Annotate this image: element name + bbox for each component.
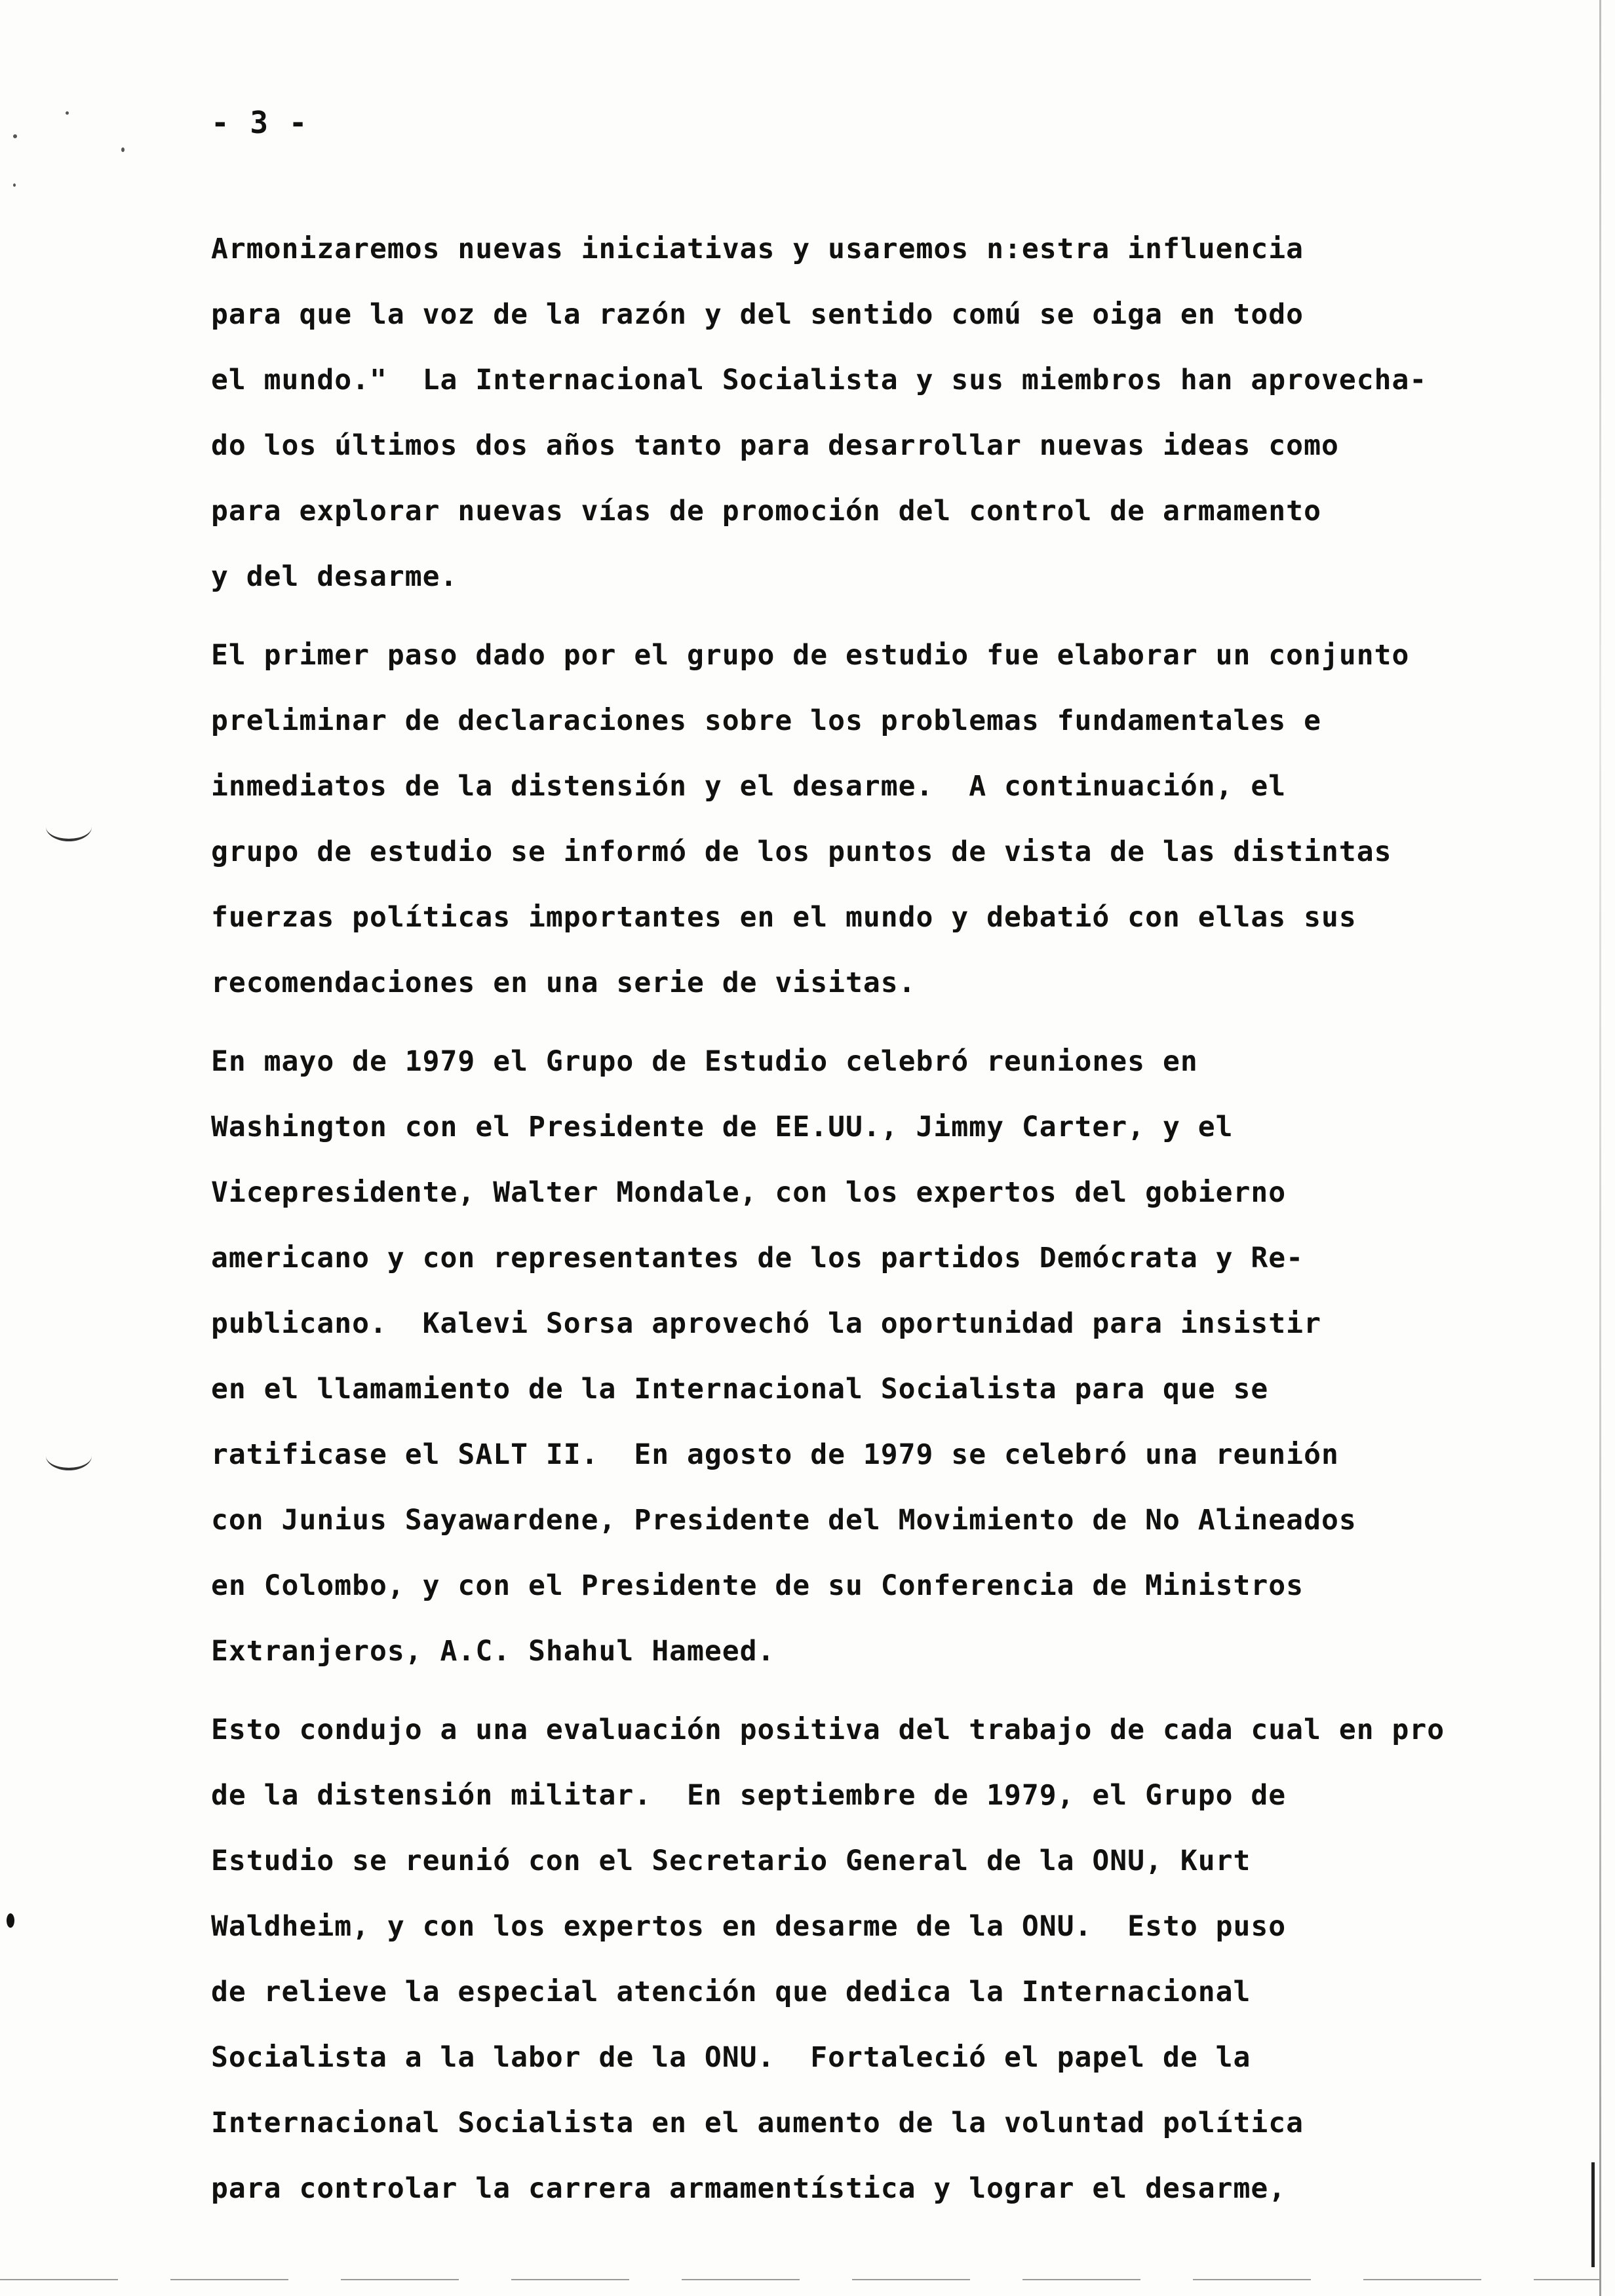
text-line: En mayo de 1979 el Grupo de Estudio celebró reuniones en xyxy=(211,1045,1198,1078)
scan-edge-line xyxy=(1599,0,1601,2296)
text-line: para explorar nuevas vías de promoción del control de armamento xyxy=(211,495,1321,527)
scan-edge-mark xyxy=(1591,2162,1595,2267)
punch-hole-mark xyxy=(46,813,92,841)
text-line: en el llamamiento de la Internacional Socialista para que se xyxy=(211,1373,1269,1406)
paragraph-4 xyxy=(211,1697,1574,2221)
text-line: en Colombo, y con el Presidente de su Conferencia de Ministros xyxy=(211,1569,1304,1602)
text-line: el mundo." La Internacional Socialista y sus miembros han aprovecha- xyxy=(211,364,1428,396)
text-line: Armonizaremos nuevas iniciativas y usaremos n:estra influencia xyxy=(211,233,1304,265)
text-line: fuerzas políticas importantes en el mundo y debatió con ellas sus xyxy=(211,901,1357,934)
text-line: Socialista a la labor de la ONU. Fortaleció el papel de la xyxy=(211,2041,1251,2074)
text-line: Extranjeros, A.C. Shahul Hameed. xyxy=(211,1635,775,1668)
paragraph-3 xyxy=(211,1029,1574,1684)
text-line: Waldheim, y con los expertos en desarme de la ONU. Esto puso xyxy=(211,1910,1287,1943)
scan-speck xyxy=(13,183,16,187)
paragraph-2 xyxy=(211,622,1574,1016)
text-line: para que la voz de la razón y del sentido comú se oiga en todo xyxy=(211,298,1304,331)
scan-speck xyxy=(13,134,17,138)
text-line: publicano. Kalevi Sorsa aprovechó la oportunidad para insistir xyxy=(211,1307,1321,1340)
text-line: con Junius Sayawardene, Presidente del Movimiento de No Alineados xyxy=(211,1504,1357,1537)
text-line: Esto condujo a una evaluación positiva del trabajo de cada cual en pro xyxy=(211,1713,1445,1746)
text-line: recomendaciones en una serie de visitas. xyxy=(211,966,916,999)
page-number: - 3 - xyxy=(211,105,309,140)
scan-bottom-edge xyxy=(0,2279,1599,2280)
text-line: para controlar la carrera armamentística y lograr el desarme, xyxy=(211,2172,1287,2205)
scan-speck xyxy=(66,111,69,115)
text-line: Vicepresidente, Walter Mondale, con los expertos del gobierno xyxy=(211,1176,1287,1209)
text-line: ratificase el SALT II. En agosto de 1979 se celebró una reunión xyxy=(211,1438,1339,1471)
text-line: Internacional Socialista en el aumento de la voluntad política xyxy=(211,2107,1304,2139)
text-line: inmediatos de la distensión y el desarme. A continuación, el xyxy=(211,770,1287,803)
text-line: preliminar de declaraciones sobre los problemas fundamentales e xyxy=(211,704,1321,737)
text-line: Estudio se reunió con el Secretario General de la ONU, Kurt xyxy=(211,1845,1251,1877)
text-line: do los últimos dos años tanto para desarrollar nuevas ideas como xyxy=(211,429,1339,462)
text-line: Washington con el Presidente de EE.UU., Jimmy Carter, y el xyxy=(211,1111,1234,1143)
text-line: americano y con representantes de los partidos Demócrata y Re- xyxy=(211,1242,1304,1274)
scan-speck xyxy=(121,147,125,152)
text-line: y del desarme. xyxy=(211,560,458,593)
text-line: El primer paso dado por el grupo de estudio fue elaborar un conjunto xyxy=(211,639,1410,672)
text-line: grupo de estudio se informó de los puntos de vista de las distintas xyxy=(211,835,1392,868)
paragraph-1 xyxy=(211,216,1574,609)
text-line: de la distensión militar. En septiembre de 1979, el Grupo de xyxy=(211,1779,1287,1812)
scan-dot xyxy=(7,1913,14,1928)
text-line: de relieve la especial atención que dedica la Internacional xyxy=(211,1976,1251,2008)
punch-hole-mark xyxy=(46,1442,92,1470)
